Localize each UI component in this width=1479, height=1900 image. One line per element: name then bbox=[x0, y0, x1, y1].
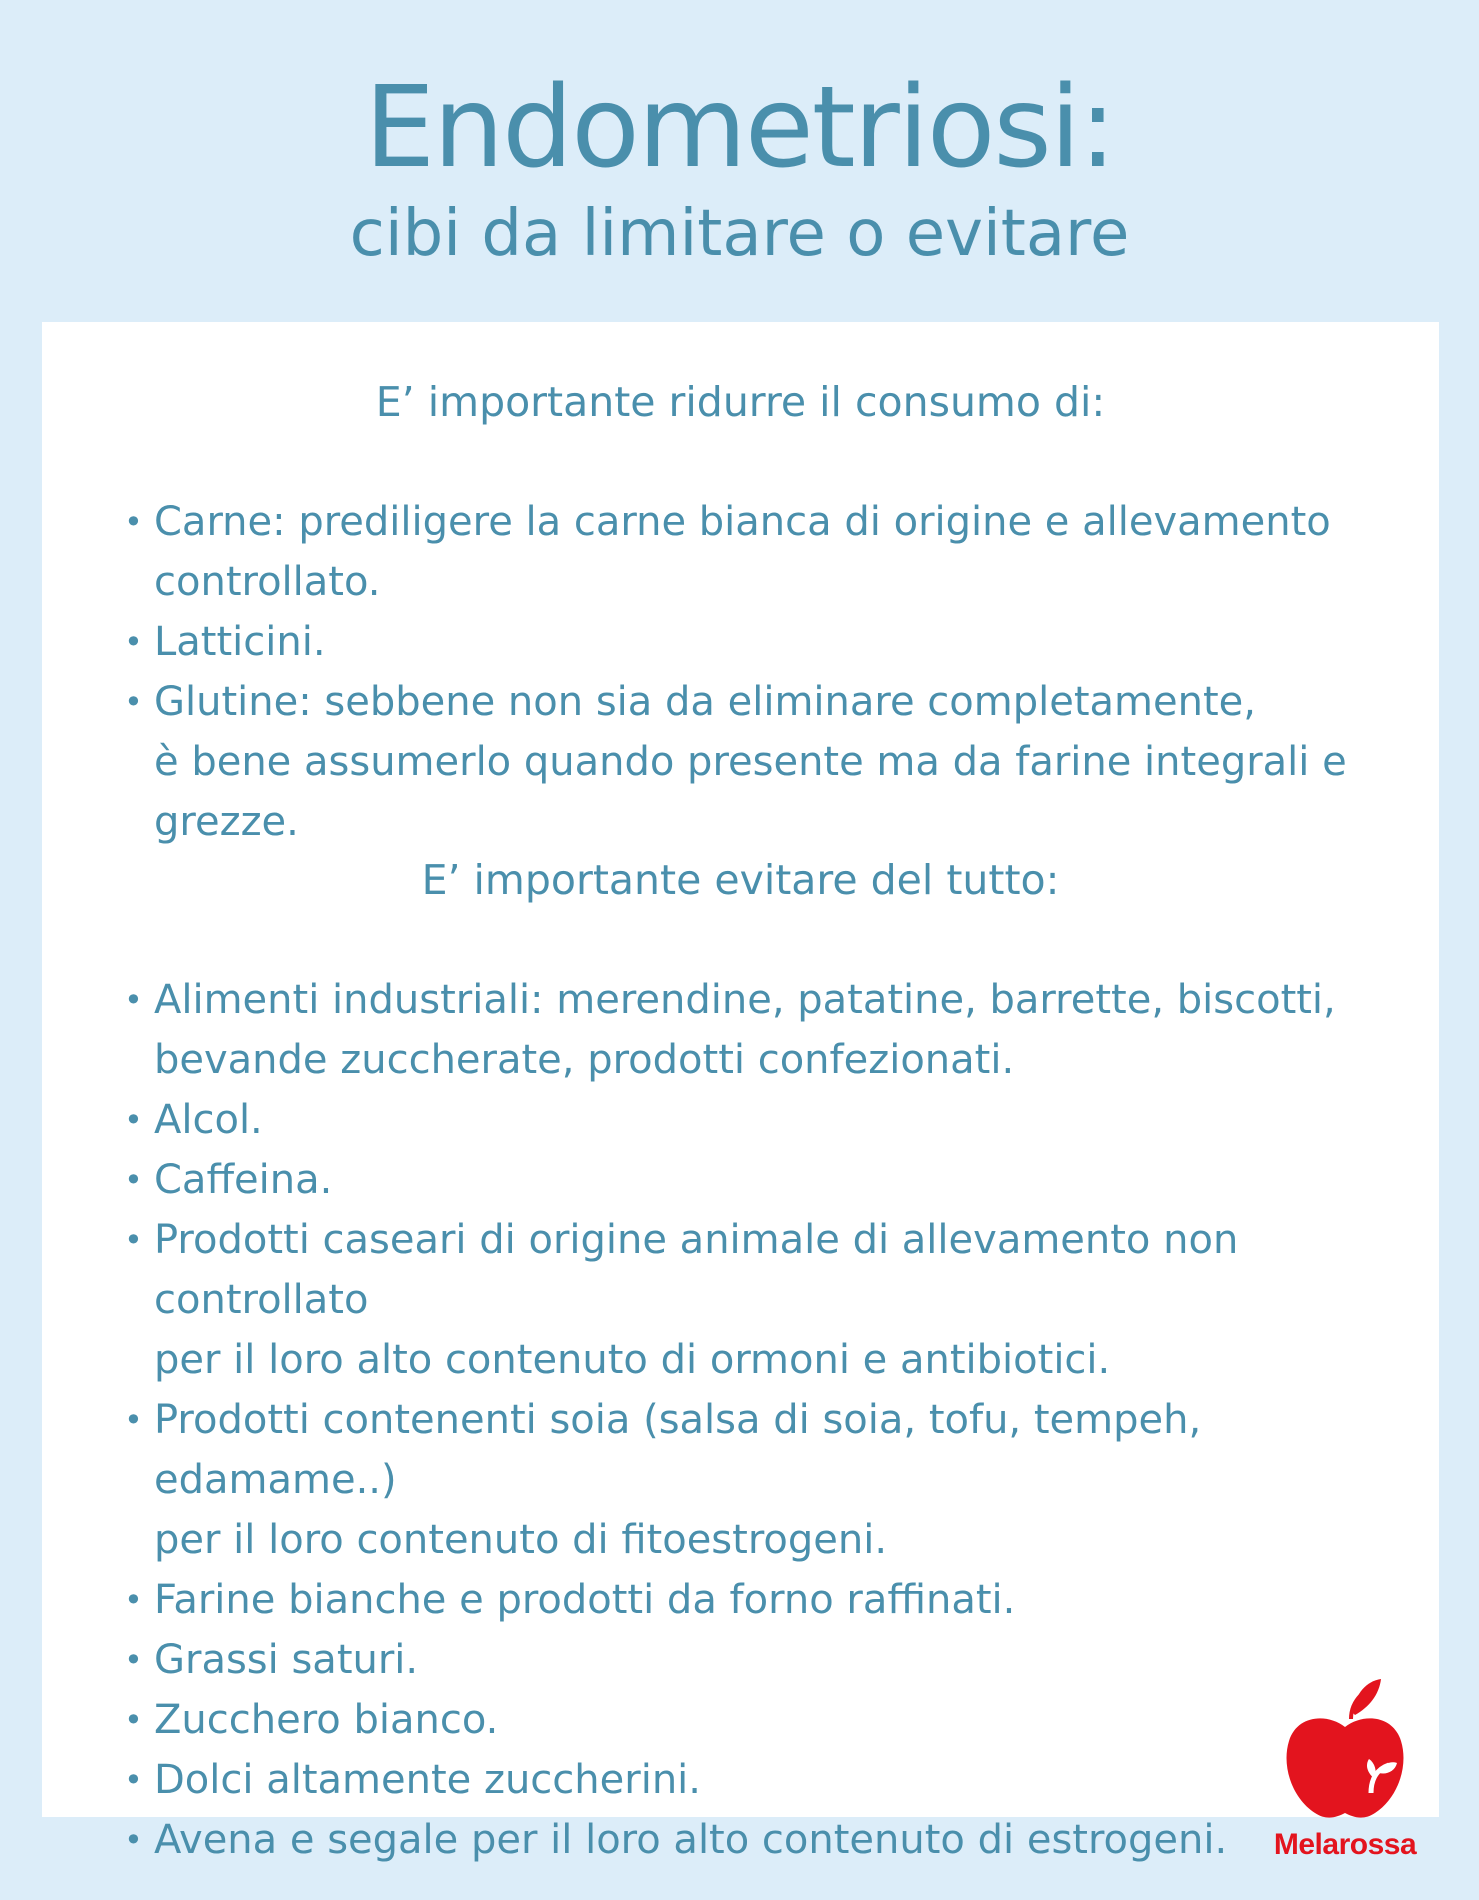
list-item-line: Dolci altamente zuccherini. bbox=[154, 1757, 701, 1803]
list-item-line: Carne: prediligere la carne bianca di origine e allevamento bbox=[154, 499, 1331, 545]
bullet-icon: • bbox=[124, 1221, 143, 1259]
bullet-icon: • bbox=[124, 1821, 143, 1859]
list-item-line: è bene assumerlo quando presente ma da farine integrali e grezze. bbox=[154, 739, 1347, 845]
list-item bbox=[112, 970, 1412, 1090]
list-item bbox=[112, 1150, 1412, 1210]
list-item-line: Prodotti contenenti soia (salsa di soia, tofu, tempeh, edamame..) bbox=[154, 1397, 1202, 1503]
list-item-line: Caffeina. bbox=[154, 1157, 333, 1203]
logo-text: Melarossa bbox=[1273, 1828, 1417, 1861]
list-item-line: Farine bianche e prodotti da forno raffinati. bbox=[154, 1577, 1016, 1623]
list-item bbox=[112, 1210, 1412, 1390]
header bbox=[0, 0, 1479, 322]
reduce-heading: E’ importante ridurre il consumo di: bbox=[375, 378, 1106, 426]
bullet-icon: • bbox=[124, 1581, 143, 1619]
list-item-line: Zucchero bianco. bbox=[154, 1697, 499, 1743]
list-item bbox=[112, 1630, 1412, 1690]
bullet-icon: • bbox=[124, 1761, 143, 1799]
list-item bbox=[112, 1810, 1412, 1870]
bullet-icon: • bbox=[124, 1401, 143, 1439]
list-item bbox=[112, 672, 1412, 852]
list-item-line: Glutine: sebbene non sia da eliminare completamente, bbox=[154, 679, 1256, 725]
list-item bbox=[112, 1750, 1412, 1810]
avoid-list bbox=[112, 970, 1412, 1870]
list-item-line: Latticini. bbox=[154, 619, 326, 665]
list-item bbox=[112, 1390, 1412, 1570]
list-item-line: per il loro contenuto di fitoestrogeni. bbox=[154, 1517, 888, 1563]
list-item bbox=[112, 1690, 1412, 1750]
bullet-icon: • bbox=[124, 1641, 143, 1679]
bullet-icon: • bbox=[124, 1101, 143, 1139]
bullet-icon: • bbox=[124, 1161, 143, 1199]
bullet-icon: • bbox=[124, 981, 143, 1019]
list-item bbox=[112, 1570, 1412, 1630]
list-item-line: Alcol. bbox=[154, 1097, 263, 1143]
list-item-line: Avena e segale per il loro alto contenuto di estrogeni. bbox=[154, 1817, 1228, 1863]
page-subtitle: cibi da limitare o evitare bbox=[349, 197, 1130, 271]
list-item bbox=[112, 1090, 1412, 1150]
list-item-line: Grassi saturi. bbox=[154, 1637, 419, 1683]
melarossa-logo bbox=[1255, 1675, 1435, 1875]
apple-icon bbox=[1255, 1675, 1435, 1825]
bullet-icon: • bbox=[124, 683, 143, 721]
list-item bbox=[112, 492, 1412, 612]
bullet-icon: • bbox=[124, 1701, 143, 1739]
reduce-list bbox=[112, 492, 1412, 852]
avoid-heading: E’ importante evitare del tutto: bbox=[421, 856, 1060, 904]
bullet-icon: • bbox=[124, 503, 143, 541]
list-item-line: Alimenti industriali: merendine, patatine, barrette, biscotti, bbox=[154, 977, 1336, 1023]
list-item-line: bevande zuccherate, prodotti confezionati. bbox=[154, 1037, 1015, 1083]
list-item-line: per il loro alto contenuto di ormoni e antibiotici. bbox=[154, 1337, 1111, 1383]
bullet-icon: • bbox=[124, 623, 143, 661]
list-item-line: Prodotti caseari di origine animale di allevamento non controllato bbox=[154, 1217, 1239, 1323]
list-item-line: controllato. bbox=[154, 559, 381, 605]
page-title: Endometriosi: bbox=[364, 63, 1115, 193]
list-item bbox=[112, 612, 1412, 672]
